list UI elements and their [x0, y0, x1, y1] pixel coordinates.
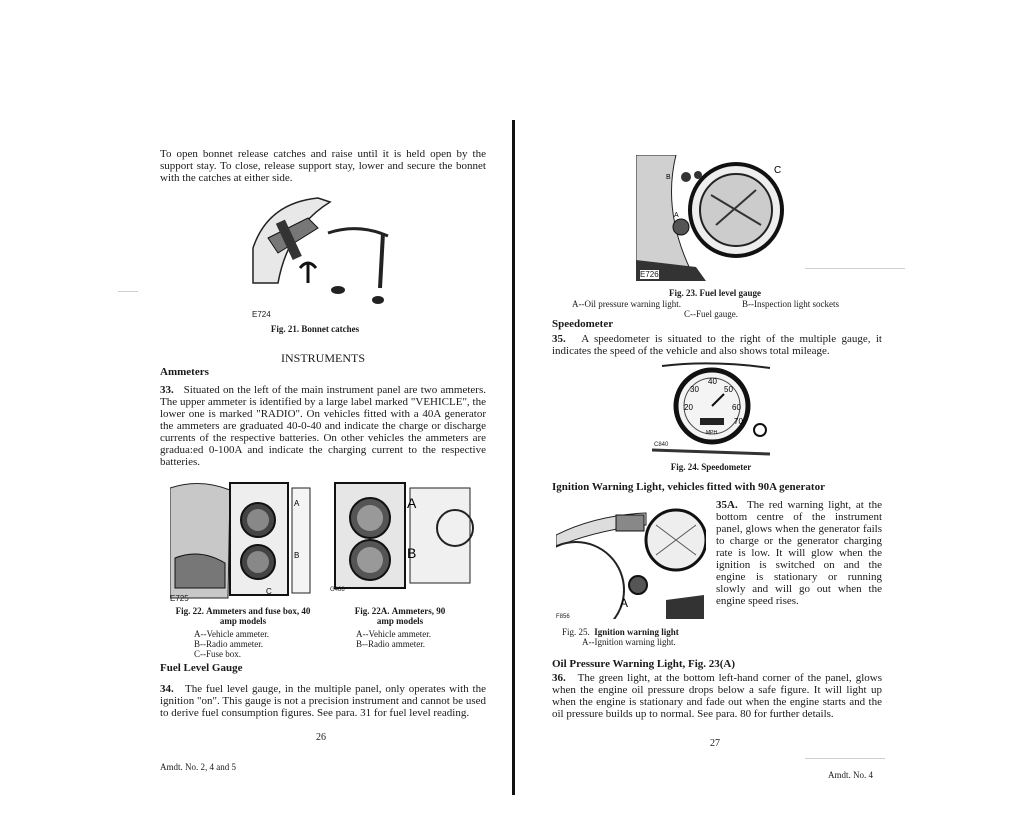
- para-35a-text: The red warning light, at the bottom centre of the instrument panel, glows when the generator fails to charge or the generator charging rate is low. It will glow when the ignition is switched on and the engine is stationary or running slowly and will go out when the engine speed rises.: [716, 499, 882, 607]
- fig23-code: E726: [640, 270, 659, 279]
- fig22a-legend-a: A--Vehicle ammeter.: [356, 629, 431, 639]
- fig22a-legend: [356, 629, 431, 649]
- fuel-gauge-heading: Fuel Level Gauge: [160, 662, 243, 674]
- ammeters-heading: Ammeters: [160, 366, 209, 378]
- fig21-caption: [250, 324, 380, 334]
- svg-text:B: B: [666, 174, 671, 181]
- fig25-code: F856: [556, 614, 570, 620]
- fig22a-caption-title: Ammeters, 90 amp models: [376, 606, 446, 626]
- para-36: [552, 672, 882, 720]
- footer-right: Amdt. No. 4: [828, 770, 873, 780]
- fig22-caption-num: Fig. 22.: [175, 606, 204, 616]
- fig22-code: E725: [170, 594, 189, 603]
- svg-text:40: 40: [708, 377, 717, 386]
- page-number-left: 26: [316, 732, 326, 743]
- ammeters-fuse-box-illustration: [170, 478, 312, 602]
- svg-text:A: A: [407, 495, 417, 511]
- footer-left: Amdt. No. 2, 4 and 5: [160, 762, 236, 772]
- speedometer-illustration: [652, 362, 776, 458]
- fig22-legend-a: A--Vehicle ammeter.: [194, 629, 269, 639]
- svg-text:30: 30: [690, 385, 699, 394]
- fig25-caption-num: Fig. 25.: [562, 627, 590, 637]
- svg-text:B: B: [294, 551, 300, 560]
- svg-text:70: 70: [734, 417, 743, 426]
- para-35-text: A speedometer is situated to the right of the multiple gauge, it indicates the speed of the vehicle and also shows total mileage.: [552, 333, 882, 357]
- fig23-caption-num: Fig. 23.: [669, 288, 698, 298]
- para-33: [160, 384, 486, 468]
- svg-text:MPH: MPH: [706, 430, 718, 436]
- svg-text:60: 60: [732, 403, 741, 412]
- fig22-legend: [194, 629, 269, 659]
- para-34-text: The fuel level gauge, in the multiple panel, only operates with the ignition "on". This gauge is not a precision instrument and cannot be used to derive fuel consumption figures. See para. 31 for fuel level reading.: [160, 683, 486, 719]
- page-number-right: 27: [710, 738, 720, 749]
- fig22-legend-c: C--Fuse box.: [194, 649, 241, 659]
- fig22a-caption-num: Fig. 22A.: [354, 606, 390, 616]
- fig24-caption-num: Fig. 24.: [670, 462, 699, 472]
- para-34-number: 34.: [160, 683, 174, 695]
- svg-text:A: A: [294, 499, 300, 508]
- fig21-caption-num: Fig. 21.: [270, 324, 300, 334]
- fig22-legend-b: B--Radio ammeter.: [194, 639, 263, 649]
- fig22a-code: G488: [330, 587, 345, 593]
- ignition-warning-heading: Ignition Warning Light, vehicles fitted with 90A generator: [552, 481, 825, 493]
- bonnet-catches-illustration: [248, 188, 398, 308]
- book-spine: [512, 120, 515, 795]
- para-33-number: 33.: [160, 384, 174, 396]
- para-34: [160, 683, 486, 719]
- fig22a-legend-b: B--Radio ammeter.: [356, 639, 425, 649]
- svg-text:50: 50: [724, 385, 733, 394]
- para-35: [552, 333, 882, 357]
- fig22-caption: [172, 606, 314, 626]
- para-35a: [716, 499, 882, 607]
- para-35a-number: 35A.: [716, 499, 738, 511]
- section-title: INSTRUMENTS: [280, 351, 365, 365]
- para-36-text: The green light, at the bottom left-hand corner of the panel, glows when the engine oil pressure drops below a safe figure. It will light up when the engine is stationary and fade out when the engine starts and the oil pressure builds up to normal. See para. 80 for further details.: [552, 672, 882, 720]
- fig23-legend-a: A--Oil pressure warning light.: [572, 299, 681, 309]
- svg-text:C: C: [774, 165, 782, 176]
- speedometer-heading: Speedometer: [552, 318, 614, 330]
- fig22-caption-title: Ammeters and fuse box, 40 amp models: [206, 606, 311, 626]
- fig23-caption-title: Fuel level gauge: [699, 288, 761, 298]
- fig23-legend-c: C--Fuel gauge.: [684, 309, 738, 319]
- para-35-number: 35.: [552, 333, 566, 345]
- para-36-number: 36.: [552, 672, 566, 684]
- fuel-level-gauge-illustration: [636, 155, 796, 281]
- svg-text:A: A: [674, 212, 679, 219]
- fig24-code: C840: [654, 442, 669, 448]
- fig23-caption: [650, 288, 780, 298]
- fig24-caption: [656, 462, 766, 472]
- fig24-caption-title: Speedometer: [701, 462, 752, 472]
- para-33-text: Situated on the left of the main instrument panel are two ammeters. The upper ammeter is identified by a large label marked "VEHICLE", the lower one is marked "RADIO". On vehicles fitted with a 40A generator the ammeters are graduated 40-0-40 and indicate the charge or discharge currents of the respective batteries. On other vehicles the ammeters are gradua:ed 0-100A and indicate the charging current to the respective batteries.: [160, 384, 486, 468]
- fig23-legend-b: B--Inspection light sockets: [742, 299, 839, 309]
- svg-text:A: A: [620, 596, 629, 610]
- svg-text:20: 20: [684, 403, 693, 412]
- fig25-caption-title: Ignition warning light: [594, 627, 679, 637]
- fig21-caption-title: Bonnet catches: [301, 324, 360, 334]
- fig22a-caption: [352, 606, 448, 626]
- fig25-caption: [562, 627, 679, 637]
- fig21-code: E724: [252, 310, 271, 319]
- fig25-legend: A--Ignition warning light.: [582, 637, 676, 647]
- ignition-warning-light-illustration: [556, 495, 706, 619]
- intro-paragraph: To open bonnet release catches and raise until it is held open by the support stay. To close, release support stay, lower and secure the bonnet with the catches at either side.: [160, 148, 486, 184]
- svg-text:C: C: [266, 587, 272, 596]
- ammeters-90a-illustration: [330, 478, 474, 592]
- svg-text:B: B: [407, 545, 417, 561]
- oil-pressure-heading: Oil Pressure Warning Light, Fig. 23(A): [552, 658, 736, 670]
